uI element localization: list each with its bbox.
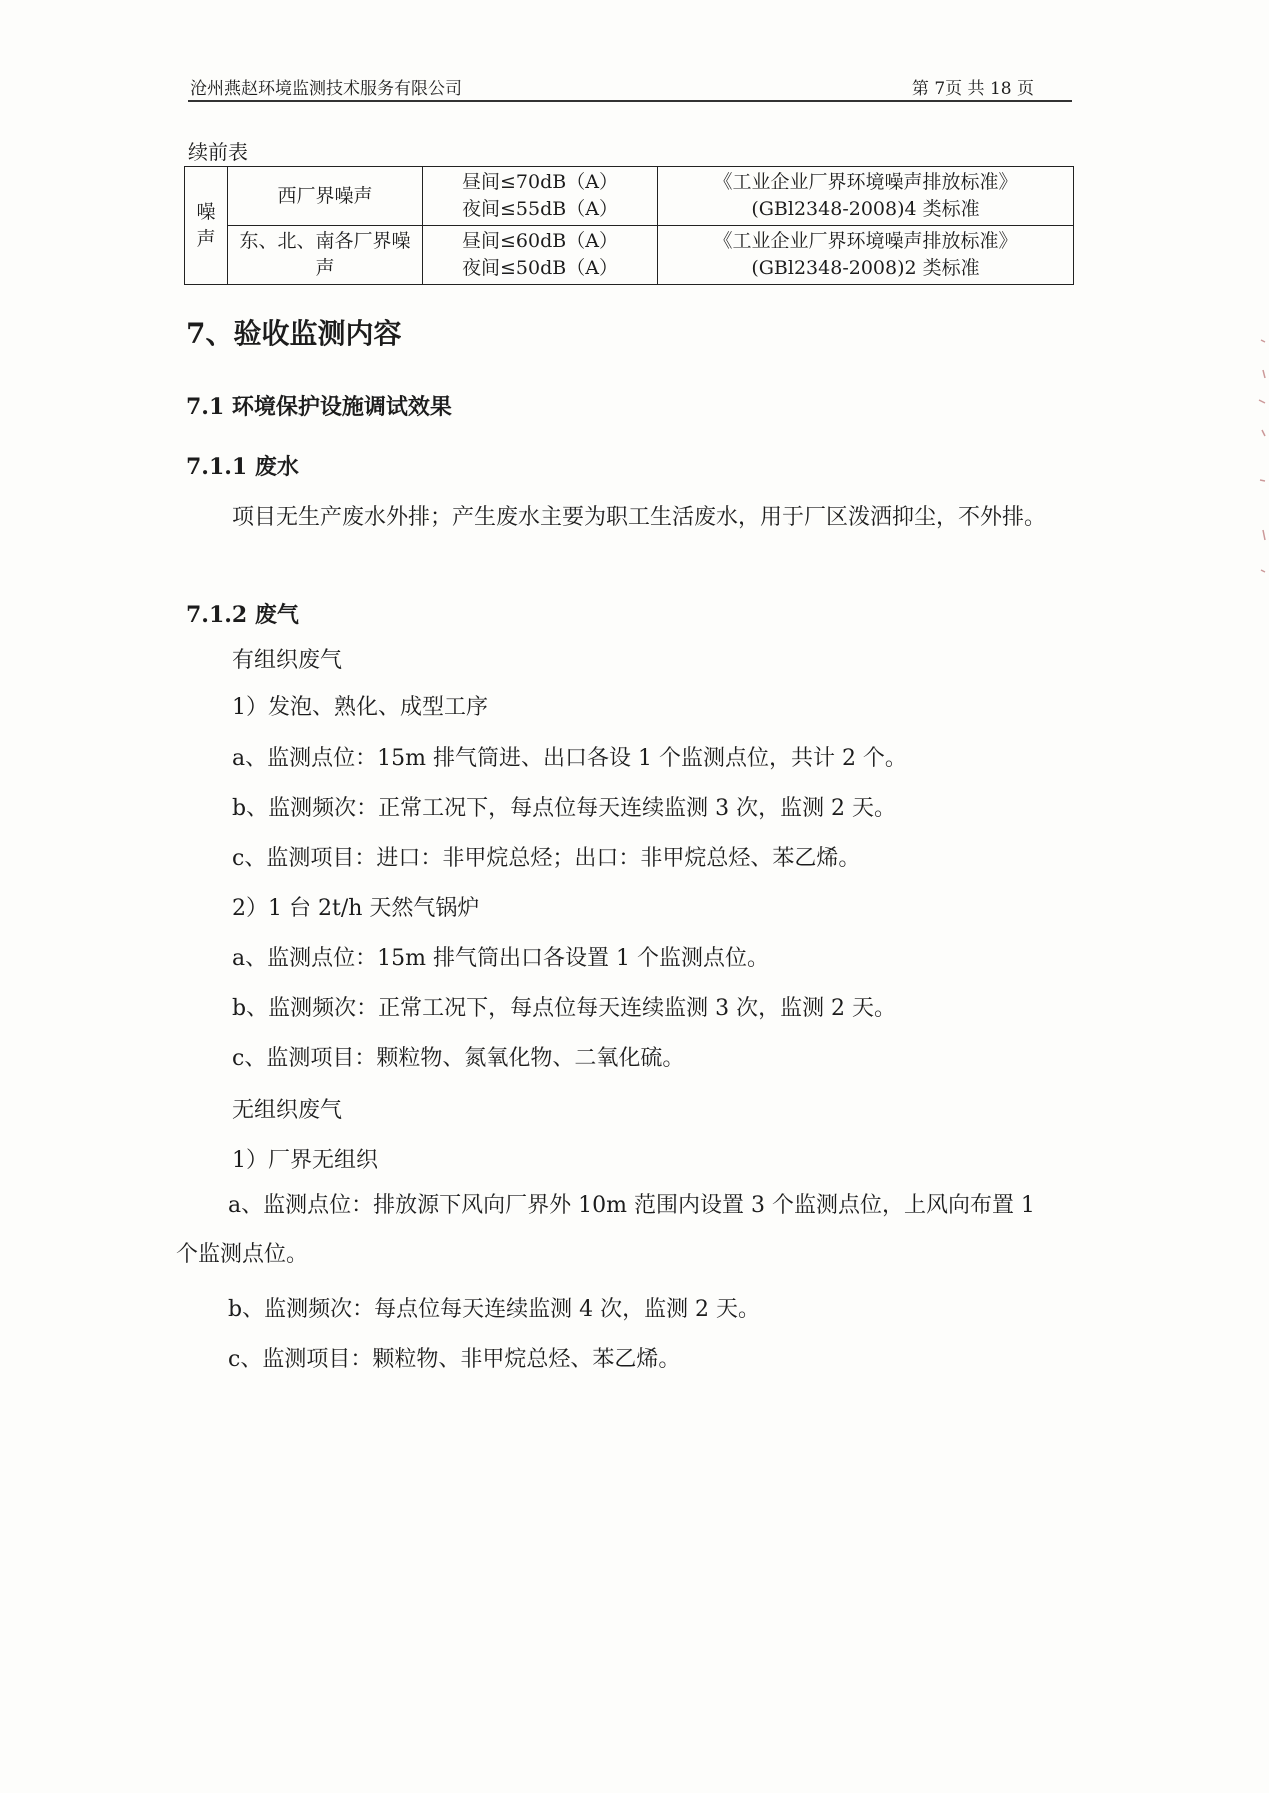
section-7-title: 7、验收监测内容 [186, 317, 402, 350]
section-7-1-2-title: 7.1.2 废气 [186, 602, 299, 628]
table-row [185, 167, 1074, 226]
standard-cell [658, 226, 1074, 285]
unorganized-item-1-c: c、监测项目：颗粒物、非甲烷总烃、苯乙烯。 [228, 1347, 681, 1372]
company-name: 沧州燕赵环境监测技术服务有限公司 [190, 79, 462, 99]
section-7-1-1-title: 7.1.1 废水 [186, 454, 299, 480]
table-continuation-label: 续前表 [188, 140, 248, 164]
limit-cell [423, 167, 658, 226]
category-cell [185, 167, 228, 285]
unorganized-item-1-a: a、监测点位：排放源下风向厂界外 10m 范围内设置 3 个监测点位，上风向布置 1 个监测点位。 [176, 1193, 1035, 1267]
row-name-cell: 西厂界噪声 [228, 167, 423, 226]
limit-night: 夜间≤50dB（A） [462, 257, 618, 279]
standard-cell [658, 167, 1074, 226]
organized-item-1: 1）发泡、熟化、成型工序 [232, 695, 488, 720]
unorganized-item-1-b: b、监测频次：每点位每天连续监测 4 次，监测 2 天。 [228, 1297, 761, 1322]
organized-item-1-c: c、监测项目：进口：非甲烷总烃；出口：非甲烷总烃、苯乙烯。 [232, 846, 861, 871]
organized-gas-title: 有组织废气 [232, 648, 343, 673]
standard-code: (GBl2348-2008)4 类标准 [751, 198, 980, 220]
unorganized-gas-title: 无组织废气 [232, 1098, 343, 1123]
limit-night: 夜间≤55dB（A） [462, 198, 618, 220]
limit-day: 昼间≤70dB（A） [462, 171, 618, 193]
standard-name: 《工业企业厂界环境噪声排放标准》 [713, 230, 1018, 252]
standard-name: 《工业企业厂界环境噪声排放标准》 [713, 171, 1018, 193]
noise-standard-table [184, 166, 1074, 285]
section-7-1-title: 7.1 环境保护设施调试效果 [186, 394, 452, 420]
limit-cell [423, 226, 658, 285]
wastewater-paragraph: 项目无生产废水外排；产生废水主要为职工生活废水，用于厂区泼洒抑尘，不外排。 [232, 505, 1047, 530]
organized-item-2: 2）1 台 2t/h 天然气锅炉 [232, 896, 480, 921]
category-char-1: 噪 [196, 200, 216, 223]
organized-item-2-c: c、监测项目：颗粒物、氮氧化物、二氧化硫。 [232, 1046, 685, 1071]
organized-item-1-b: b、监测频次：正常工况下，每点位每天连续监测 3 次，监测 2 天。 [232, 796, 897, 821]
binding-edge-marks [1239, 330, 1269, 610]
row-name-cell: 东、北、南各厂界噪声 [228, 226, 423, 285]
unorganized-item-1: 1）厂界无组织 [232, 1148, 378, 1173]
organized-item-2-a: a、监测点位：15m 排气筒出口各设置 1 个监测点位。 [232, 946, 769, 971]
category-char-2: 声 [196, 227, 216, 250]
organized-item-2-b: b、监测频次：正常工况下，每点位每天连续监测 3 次，监测 2 天。 [232, 996, 897, 1021]
page-number: 第 7页 共 18 页 [911, 79, 1034, 99]
page-header [188, 70, 1072, 102]
table-row [185, 226, 1074, 285]
organized-item-1-a: a、监测点位：15m 排气筒进、出口各设 1 个监测点位，共计 2 个。 [232, 746, 907, 771]
standard-code: (GBl2348-2008)2 类标准 [751, 257, 980, 279]
limit-day: 昼间≤60dB（A） [462, 230, 618, 252]
